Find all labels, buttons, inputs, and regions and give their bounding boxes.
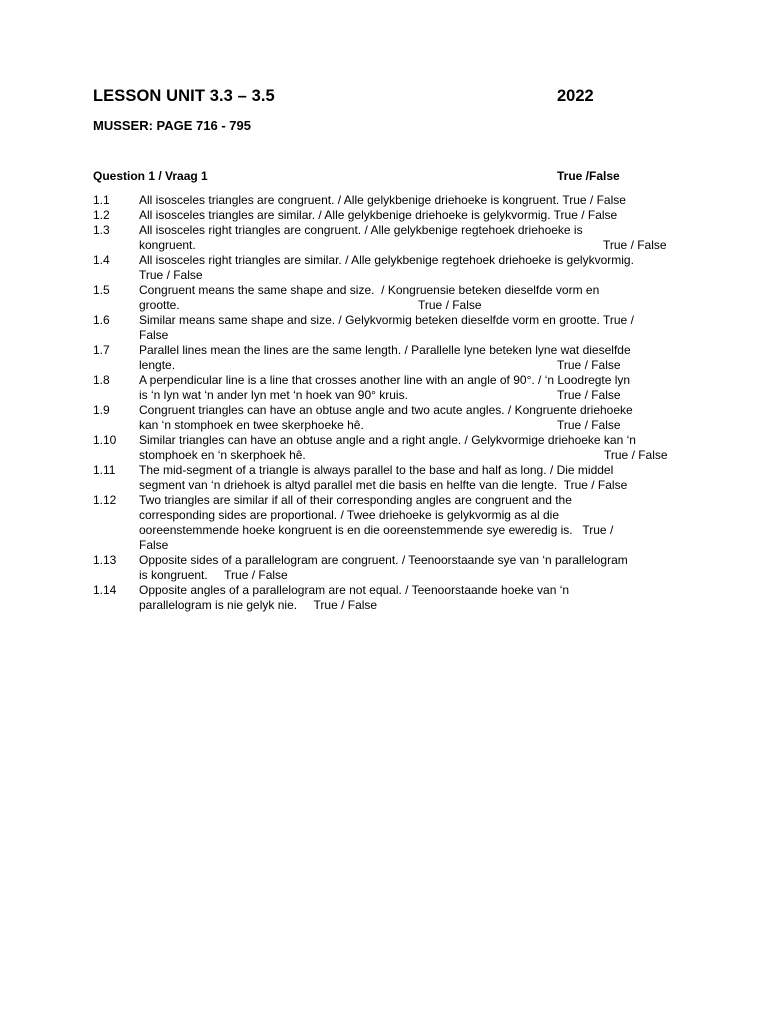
question-item — [93, 223, 683, 253]
item-number: 1.10 — [93, 433, 117, 447]
item-number: 1.4 — [93, 253, 110, 267]
question-item — [93, 553, 683, 583]
true-false-answer: True / False — [603, 238, 667, 252]
item-text-line: All isosceles triangles are similar. / Alle gelykbenige driehoeke is gelykvormig. True / False — [139, 208, 618, 222]
question-item — [93, 583, 683, 613]
item-number: 1.9 — [93, 403, 110, 417]
item-text-line: is kongruent. True / False — [139, 568, 288, 582]
item-number: 1.8 — [93, 373, 110, 387]
item-number: 1.12 — [93, 493, 117, 507]
question-item — [93, 403, 683, 433]
item-text-line — [139, 238, 683, 253]
item-text-line: Parallel lines mean the lines are the same length. / Parallelle lyne beteken lyne wat dieselfde — [139, 343, 631, 357]
item-text-line: True / False — [139, 268, 203, 282]
question-item — [93, 493, 683, 553]
item-text-line: False — [139, 538, 169, 552]
question-item — [93, 433, 683, 463]
item-text-fragment: kan ‘n stomphoek en twee skerphoeke hê. — [139, 418, 364, 432]
item-text-line — [139, 358, 683, 373]
item-text-line: All isosceles triangles are congruent. / Alle gelykbenige driehoeke is kongruent. True / False — [139, 193, 626, 207]
item-text-line: Opposite sides of a parallelogram are congruent. / Teenoorstaande sye van ‘n parallelogram — [139, 553, 628, 567]
item-text-line: Congruent triangles can have an obtuse angle and two acute angles. / Kongruente driehoeke — [139, 403, 633, 417]
item-text-line: Two triangles are similar if all of their corresponding angles are congruent and the — [139, 493, 572, 507]
answer-heading: True /False — [557, 169, 620, 183]
item-number: 1.2 — [93, 208, 110, 222]
question-item — [93, 313, 683, 343]
item-text-line — [139, 418, 683, 433]
item-text-line: All isosceles right triangles are congruent. / Alle gelykbenige regtehoek driehoeke is — [139, 223, 583, 237]
question-list — [93, 193, 683, 613]
item-text-line — [139, 388, 683, 403]
item-text-line: corresponding sides are proportional. / Twee driehoeke is gelykvormig as al die — [139, 508, 560, 522]
item-text-line: Congruent means the same shape and size. / Kongruensie beteken dieselfde vorm en — [139, 283, 600, 297]
item-text-line: Similar triangles can have an obtuse angle and a right angle. / Gelykvormige driehoeke kan ‘n — [139, 433, 636, 447]
item-text-line — [139, 298, 683, 313]
item-text-line: Similar means same shape and size. / Gelykvormig beteken dieselfde vorm en grootte. True / — [139, 313, 634, 327]
item-text-line: The mid-segment of a triangle is always parallel to the base and half as long. / Die middel — [139, 463, 614, 477]
question-item — [93, 193, 683, 208]
item-number: 1.3 — [93, 223, 110, 237]
item-text-line: Opposite angles of a parallelogram are not equal. / Teenoorstaande hoeke van ‘n — [139, 583, 570, 597]
item-text-fragment: stomphoek en ‘n skerphoek hê. — [139, 448, 306, 462]
true-false-answer: True / False — [557, 358, 621, 372]
item-text-line: ooreenstemmende hoeke kongruent is en die ooreenstemmende sye eweredig is. True / — [139, 523, 614, 537]
item-text-line — [139, 448, 683, 463]
item-number: 1.13 — [93, 553, 117, 567]
item-number: 1.5 — [93, 283, 110, 297]
item-number: 1.11 — [93, 463, 116, 477]
item-text-fragment: is ‘n lyn wat ‘n ander lyn met ‘n hoek van 90° kruis. — [139, 388, 408, 402]
item-text-line: parallelogram is nie gelyk nie. True / False — [139, 598, 378, 612]
item-number: 1.1 — [93, 193, 110, 207]
item-text-line: False — [139, 328, 169, 342]
true-false-answer: True / False — [557, 388, 621, 402]
question-item — [93, 208, 683, 223]
item-text-fragment: kongruent. — [139, 238, 196, 252]
true-false-answer: True / False — [604, 448, 668, 462]
item-text-line: A perpendicular line is a line that crosses another line with an angle of 90°. / ‘n Loodregte lyn — [139, 373, 631, 387]
page-subtitle: MUSSER: PAGE 716 - 795 — [93, 118, 251, 133]
true-false-answer: True / False — [557, 418, 621, 432]
question-item — [93, 253, 683, 283]
item-number: 1.14 — [93, 583, 117, 597]
question-item — [93, 463, 683, 493]
page-title: LESSON UNIT 3.3 – 3.5 — [93, 87, 275, 105]
question-item — [93, 373, 683, 403]
true-false-answer: True / False — [418, 298, 482, 312]
item-text-line: All isosceles right triangles are similar. / Alle gelykbenige regtehoek driehoeke is gelykvormig. — [139, 253, 634, 267]
item-number: 1.6 — [93, 313, 110, 327]
item-text-fragment: grootte. — [139, 298, 180, 312]
question-item — [93, 283, 683, 313]
item-text-fragment: lengte. — [139, 358, 176, 372]
question-item — [93, 343, 683, 373]
question-heading: Question 1 / Vraag 1 — [93, 169, 208, 183]
year-label: 2022 — [557, 87, 594, 105]
item-text-line: segment van ‘n driehoek is altyd parallel met die basis en helfte van die lengte. True / False — [139, 478, 628, 492]
item-number: 1.7 — [93, 343, 110, 357]
